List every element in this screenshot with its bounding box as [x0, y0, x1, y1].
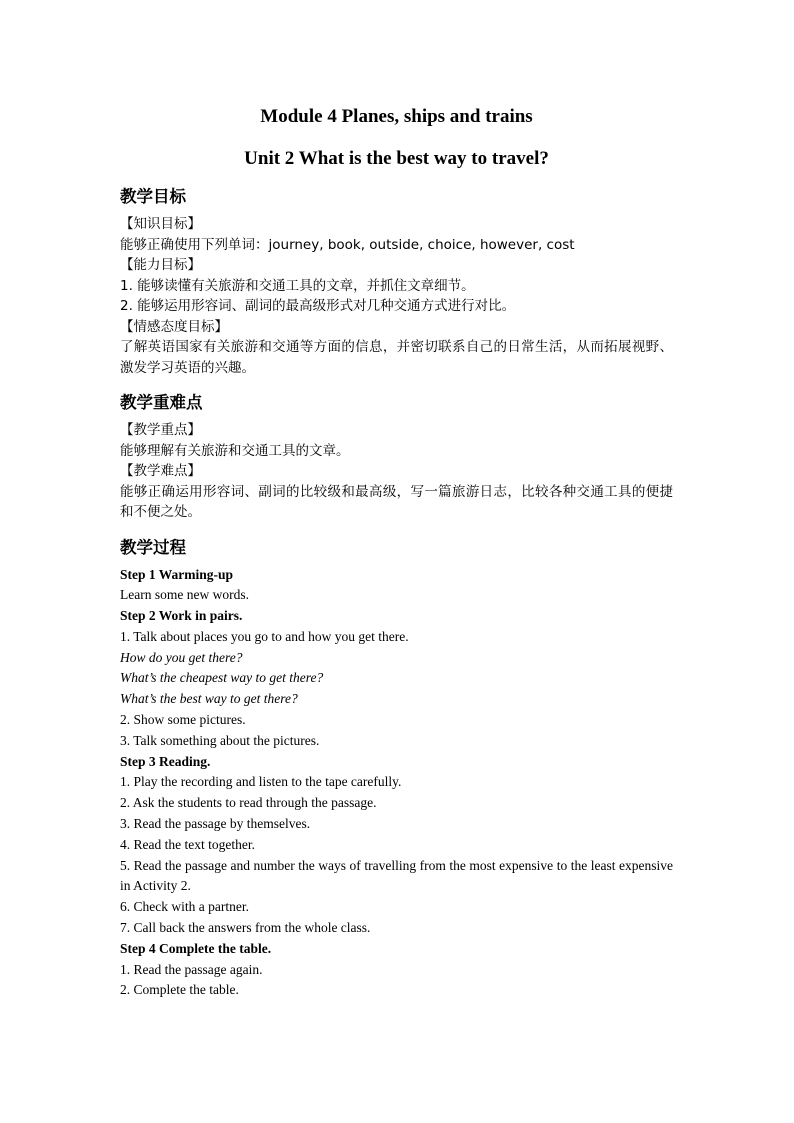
objectives-section — [120, 186, 673, 378]
ability-item: 2. 能够运用形容词、副词的最高级形式对几种交通方式进行对比。 — [120, 298, 516, 314]
step-item: 3. Read the passage by themselves. — [120, 816, 311, 832]
process-section — [120, 537, 673, 1002]
step-item: 2. Complete the table. — [120, 982, 239, 998]
difficulty-label: 【教学难点】 — [120, 463, 201, 479]
ability-label: 【能力目标】 — [120, 257, 201, 273]
step-item: 2. Ask the students to read through the passage. — [120, 795, 377, 811]
step-title: Step 3 Reading. — [120, 753, 211, 769]
step-item: 1. Play the recording and listen to the tape carefully. — [120, 774, 402, 790]
step-item: 1. Talk about places you go to and how you get there. — [120, 628, 409, 644]
focus-label: 【教学重点】 — [120, 422, 201, 438]
example-question: How do you get there? — [120, 649, 243, 665]
step-item: 2. Show some pictures. — [120, 712, 246, 728]
module-title: Module 4 Planes, ships and trains — [260, 106, 533, 127]
step-item: 7. Call back the answers from the whole class. — [120, 920, 371, 936]
objectives-heading: 教学目标 — [120, 187, 186, 206]
process-heading: 教学过程 — [120, 537, 186, 557]
step-item: 1. Read the passage again. — [120, 961, 263, 977]
attitude-label: 【情感态度目标】 — [120, 318, 228, 335]
step-item: 5. Read the passage and number the ways of travelling from the most expensive to the least expensive in Activity 2. — [120, 857, 673, 894]
knowledge-text: 能够正确使用下列单词：journey, book, outside, choice, however, cost — [120, 236, 575, 253]
step-title: Step 2 Work in pairs. — [120, 608, 243, 624]
key-points-heading: 教学重难点 — [120, 393, 203, 412]
difficulty-text: 能够正确运用形容词、副词的比较级和最高级，写一篇旅游日志，比较各种交通工具的便捷和不便之处。 — [120, 483, 673, 520]
example-question: What’s the cheapest way to get there? — [120, 670, 324, 686]
step-title: Step 4 Complete the table. — [120, 940, 272, 956]
step-title: Step 1 Warming-up — [120, 566, 234, 582]
focus-text: 能够理解有关旅游和交通工具的文章。 — [120, 442, 350, 459]
step-item: 3. Talk something about the pictures. — [120, 732, 320, 748]
document-body — [120, 104, 673, 1001]
example-question: What’s the best way to get there? — [120, 691, 298, 707]
attitude-text: 了解英语国家有关旅游和交通等方面的信息，并密切联系自己的日常生活，从而拓展视野、激发学习英语的兴趣。 — [120, 339, 673, 376]
ability-item: 1. 能够读懂有关旅游和交通工具的文章，并抓住文章细节。 — [120, 277, 475, 294]
step-item: Learn some new words. — [120, 587, 249, 603]
knowledge-label: 【知识目标】 — [120, 216, 201, 232]
step-item: 4. Read the text together. — [120, 836, 255, 852]
unit-title: Unit 2 What is the best way to travel? — [244, 148, 549, 169]
step-item: 6. Check with a partner. — [120, 899, 249, 915]
key-points-section — [120, 392, 673, 523]
